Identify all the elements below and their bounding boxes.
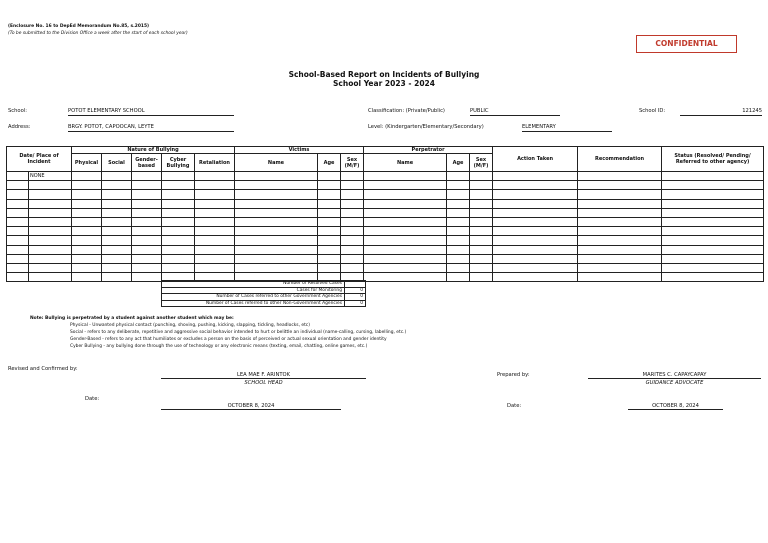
- table-cell: [662, 199, 764, 208]
- summary-value: 0: [345, 294, 366, 301]
- table-row: [7, 181, 764, 190]
- table-cell: [132, 217, 162, 226]
- date-right-field: OCTOBER 8, 2024: [628, 403, 723, 410]
- note-intro: Note: Bullying is perpetrated by a student against another student which may be:: [30, 316, 234, 321]
- enclosure-note: (To be submitted to the Division Office a week after the start of each school year): [8, 31, 188, 36]
- table-cell: [195, 254, 235, 263]
- table-cell: [29, 254, 72, 263]
- table-cell: [364, 273, 447, 282]
- table-cell: [341, 227, 364, 236]
- prepared-label: Prepared by:: [497, 372, 530, 378]
- header-perp-age: Age: [447, 154, 470, 172]
- table-row: [7, 172, 764, 181]
- level-field: ELEMENTARY: [522, 124, 612, 132]
- table-row: [7, 227, 764, 236]
- table-cell: [7, 181, 29, 190]
- note-physical: Physical - Unwanted physical contact (punching, shoving, pushing, kicking, slapping, tickling, headlocks, etc): [70, 323, 310, 328]
- table-row: [7, 217, 764, 226]
- header-victims: Victims: [235, 147, 364, 154]
- table-cell: [341, 190, 364, 199]
- table-cell: [578, 263, 662, 272]
- summary-table: [161, 280, 366, 307]
- table-cell: [102, 190, 132, 199]
- table-cell: [578, 217, 662, 226]
- table-cell: [447, 263, 470, 272]
- header-social: Social: [102, 154, 132, 172]
- enclosure-text: (Enclosure No. 16 to DepEd Memorandum No.85, s.2015): [8, 24, 150, 29]
- table-cell: [662, 227, 764, 236]
- table-cell: [578, 208, 662, 217]
- note-cyber: Cyber Bullying - any bullying done through the use of technology or any electronic means (texting, email, chatting, online games, etc.): [70, 344, 368, 349]
- header-recommendation: Recommendation: [578, 147, 662, 172]
- header-action: Action Taken: [493, 147, 578, 172]
- table-cell: [235, 217, 318, 226]
- school-year: School Year 2023 - 2024: [333, 79, 435, 88]
- table-cell: [235, 181, 318, 190]
- table-cell: [341, 199, 364, 208]
- table-cell: [493, 181, 578, 190]
- table-cell: [132, 190, 162, 199]
- table-cell: [72, 236, 102, 245]
- table-cell: [7, 236, 29, 245]
- table-cell: [447, 217, 470, 226]
- table-cell: [364, 190, 447, 199]
- table-cell: [470, 217, 493, 226]
- table-cell: [447, 190, 470, 199]
- table-cell: [132, 273, 162, 282]
- table-cell: [235, 190, 318, 199]
- table-cell: [195, 172, 235, 181]
- table-cell: [72, 181, 102, 190]
- table-cell: [72, 245, 102, 254]
- table-cell: [341, 236, 364, 245]
- header-status: Status (Resolved/ Pending/ Referred to other agency): [662, 147, 764, 172]
- table-cell: [102, 273, 132, 282]
- header-retaliation: Retaliation: [195, 154, 235, 172]
- address-label: Address:: [8, 124, 31, 130]
- table-cell: [235, 172, 318, 181]
- table-cell: [195, 217, 235, 226]
- table-cell: [364, 172, 447, 181]
- table-cell: [235, 227, 318, 236]
- table-cell: [493, 190, 578, 199]
- table-cell: [235, 208, 318, 217]
- table-cell: [493, 217, 578, 226]
- table-cell: [195, 190, 235, 199]
- table-cell: [72, 217, 102, 226]
- table-cell: [364, 227, 447, 236]
- table-cell: [72, 273, 102, 282]
- table-cell: [29, 190, 72, 199]
- table-cell: [7, 227, 29, 236]
- table-cell: [318, 199, 341, 208]
- guidance-advocate-title: GUIDANCE ADVOCATE: [645, 380, 704, 386]
- table-cell: [470, 227, 493, 236]
- table-cell: [102, 217, 132, 226]
- table-cell: [318, 254, 341, 263]
- table-cell: [7, 254, 29, 263]
- table-cell: [447, 181, 470, 190]
- header-perp-name: Name: [364, 154, 447, 172]
- table-cell: [132, 208, 162, 217]
- table-cell: [578, 181, 662, 190]
- table-cell: [447, 208, 470, 217]
- date-left-field: OCTOBER 8, 2024: [161, 403, 341, 410]
- school-id-field: 121245: [680, 108, 762, 116]
- school-label: School:: [8, 108, 27, 114]
- table-cell: [341, 172, 364, 181]
- summary-row: [162, 300, 366, 307]
- table-cell: [341, 208, 364, 217]
- table-cell: [7, 263, 29, 272]
- table-cell: [493, 273, 578, 282]
- table-cell: [364, 217, 447, 226]
- table-cell: [470, 273, 493, 282]
- table-cell: [341, 181, 364, 190]
- table-cell: [662, 263, 764, 272]
- table-cell: [102, 199, 132, 208]
- table-cell: [132, 181, 162, 190]
- table-cell: [72, 263, 102, 272]
- table-cell: [578, 273, 662, 282]
- table-cell: [235, 263, 318, 272]
- incident-table: [6, 146, 764, 282]
- table-cell: [364, 199, 447, 208]
- table-cell: [162, 254, 195, 263]
- table-cell: [29, 227, 72, 236]
- table-cell: [7, 172, 29, 181]
- summary-label: Number of Cases referred to other Government Agencies: [162, 294, 345, 301]
- table-row: [7, 190, 764, 199]
- table-cell: [578, 245, 662, 254]
- table-cell: [493, 263, 578, 272]
- table-cell: [7, 245, 29, 254]
- table-row: [7, 273, 764, 282]
- table-cell: [102, 245, 132, 254]
- table-cell: [72, 172, 102, 181]
- table-cell: [318, 190, 341, 199]
- table-cell: [29, 236, 72, 245]
- table-cell: [29, 245, 72, 254]
- table-cell: [195, 263, 235, 272]
- table-cell: [493, 254, 578, 263]
- table-cell: [662, 273, 764, 282]
- table-cell: [72, 190, 102, 199]
- table-cell: [364, 181, 447, 190]
- header-perp-sex: Sex (M/F): [470, 154, 493, 172]
- table-cell: [364, 263, 447, 272]
- table-cell: [195, 181, 235, 190]
- table-cell: [132, 254, 162, 263]
- revised-label: Revised and Confirmed by:: [8, 366, 78, 372]
- table-cell: [7, 190, 29, 199]
- table-cell: [364, 236, 447, 245]
- table-cell: [318, 245, 341, 254]
- table-cell: [195, 227, 235, 236]
- table-cell: [29, 181, 72, 190]
- date-label-left: Date:: [85, 396, 100, 402]
- table-cell: [578, 254, 662, 263]
- table-cell: [447, 236, 470, 245]
- table-cell: [470, 199, 493, 208]
- table-cell: [470, 254, 493, 263]
- table-cell: [235, 199, 318, 208]
- school-field: POTOT ELEMENTARY SCHOOL: [68, 108, 234, 116]
- table-row: [7, 245, 764, 254]
- classification-label: Classification: (Private/Public): [368, 108, 445, 114]
- table-cell: [132, 263, 162, 272]
- table-cell: [162, 263, 195, 272]
- note-social: Social - refers to any deliberate, repetitive and aggressive social behavior intended to hurt or belittle an individual (name-calling, cursing, labelling, etc.): [70, 330, 407, 335]
- table-cell: [470, 245, 493, 254]
- date-label-right: Date:: [507, 403, 522, 409]
- table-cell: [341, 245, 364, 254]
- table-cell: [578, 199, 662, 208]
- table-cell: [364, 208, 447, 217]
- table-cell: [29, 273, 72, 282]
- table-row: [7, 254, 764, 263]
- table-cell: [493, 236, 578, 245]
- table-cell: [162, 208, 195, 217]
- table-cell: [132, 172, 162, 181]
- table-cell: [662, 172, 764, 181]
- table-cell: [72, 227, 102, 236]
- classification-field: PUBLIC: [470, 108, 560, 116]
- table-cell: [470, 181, 493, 190]
- table-cell: [132, 227, 162, 236]
- table-cell: [470, 172, 493, 181]
- table-cell: [662, 217, 764, 226]
- table-cell: [318, 236, 341, 245]
- table-cell: [7, 273, 29, 282]
- address-field: BRGY. POTOT, CAPOOCAN, LEYTE: [68, 124, 234, 132]
- table-cell: [235, 245, 318, 254]
- table-cell: [102, 181, 132, 190]
- table-cell: [318, 208, 341, 217]
- header-victim-name: Name: [235, 154, 318, 172]
- table-cell: [662, 245, 764, 254]
- level-label: Level: (Kindergarten/Elementary/Secondary): [368, 124, 484, 130]
- table-cell: [29, 263, 72, 272]
- table-cell: [341, 263, 364, 272]
- table-cell: [578, 190, 662, 199]
- table-cell: [72, 254, 102, 263]
- table-cell: [162, 172, 195, 181]
- table-cell: [662, 181, 764, 190]
- table-cell: [662, 190, 764, 199]
- table-cell: [102, 172, 132, 181]
- table-cell: [7, 217, 29, 226]
- table-cell: [29, 199, 72, 208]
- table-cell: [102, 263, 132, 272]
- table-cell: [102, 208, 132, 217]
- table-row: [7, 199, 764, 208]
- table-cell: [493, 172, 578, 181]
- table-cell: [195, 208, 235, 217]
- table-cell: [578, 236, 662, 245]
- report-title: School-Based Report on Incidents of Bullying: [288, 70, 480, 79]
- header-date-place: Date/ Place of Incident: [7, 147, 72, 172]
- table-cell: [7, 199, 29, 208]
- table-cell: [662, 208, 764, 217]
- school-id-label: School ID:: [639, 108, 666, 114]
- table-cell: [162, 245, 195, 254]
- table-cell: [318, 181, 341, 190]
- table-cell: [29, 208, 72, 217]
- table-cell: [132, 236, 162, 245]
- table-cell: [470, 236, 493, 245]
- table-cell: [162, 199, 195, 208]
- table-cell: [72, 208, 102, 217]
- header-victim-sex: Sex (M/F): [341, 154, 364, 172]
- summary-label: Number of Resolved Cases: [162, 281, 345, 288]
- table-cell: [132, 199, 162, 208]
- summary-label: Number of Cases referred to other Non-Government Agencies: [162, 300, 345, 307]
- header-cyber: Cyber Bullying: [162, 154, 195, 172]
- table-cell: [578, 172, 662, 181]
- table-cell: [235, 236, 318, 245]
- table-cell: [493, 227, 578, 236]
- table-cell: [195, 199, 235, 208]
- table-cell: [578, 227, 662, 236]
- header-victim-age: Age: [318, 154, 341, 172]
- table-cell: [662, 236, 764, 245]
- table-cell: [470, 263, 493, 272]
- table-cell: [318, 227, 341, 236]
- table-row: [7, 208, 764, 217]
- header-nature: Nature of Bullying: [72, 147, 235, 154]
- table-cell: [493, 245, 578, 254]
- table-cell: [162, 190, 195, 199]
- table-cell: [447, 227, 470, 236]
- table-cell: [162, 236, 195, 245]
- table-cell: [341, 217, 364, 226]
- table-cell: [162, 227, 195, 236]
- table-cell: [447, 273, 470, 282]
- table-cell: [447, 199, 470, 208]
- table-cell: [72, 199, 102, 208]
- table-cell: NONE: [29, 172, 72, 181]
- note-gender: Gender-Based - refers to any act that humiliates or excludes a person on the basis of perceived or actual sexual orientation and gender identity: [70, 337, 387, 342]
- table-row: [7, 263, 764, 272]
- table-cell: [447, 172, 470, 181]
- confidential-badge: CONFIDENTIAL: [636, 35, 737, 53]
- school-head-title: SCHOOL HEAD: [244, 380, 283, 386]
- header-gender-based: Gender-based: [132, 154, 162, 172]
- table-cell: [662, 254, 764, 263]
- guidance-advocate-name: MARITES C. CAPAYCAPAY: [588, 372, 761, 379]
- incident-table-body: [7, 172, 764, 282]
- table-cell: [341, 254, 364, 263]
- header-physical: Physical: [72, 154, 102, 172]
- table-cell: [470, 190, 493, 199]
- table-cell: [162, 181, 195, 190]
- table-row: [7, 236, 764, 245]
- table-cell: [364, 245, 447, 254]
- summary-label: Cases for Monitoring: [162, 287, 345, 294]
- table-cell: [195, 245, 235, 254]
- table-cell: [447, 245, 470, 254]
- table-cell: [235, 254, 318, 263]
- table-cell: [318, 172, 341, 181]
- school-head-name: LEA MAE F. ARINTOK: [161, 372, 366, 379]
- table-cell: [102, 227, 132, 236]
- table-cell: [318, 217, 341, 226]
- table-cell: [102, 236, 132, 245]
- table-cell: [493, 208, 578, 217]
- summary-value: 0: [345, 287, 366, 294]
- table-cell: [318, 263, 341, 272]
- table-cell: [447, 254, 470, 263]
- table-cell: [470, 208, 493, 217]
- table-cell: [29, 217, 72, 226]
- table-cell: [132, 245, 162, 254]
- table-cell: [7, 208, 29, 217]
- header-perpetrator: Perpetrator: [364, 147, 493, 154]
- table-cell: [102, 254, 132, 263]
- table-cell: [195, 236, 235, 245]
- table-cell: [162, 217, 195, 226]
- table-cell: [364, 254, 447, 263]
- table-cell: [493, 199, 578, 208]
- summary-value: 0: [345, 300, 366, 307]
